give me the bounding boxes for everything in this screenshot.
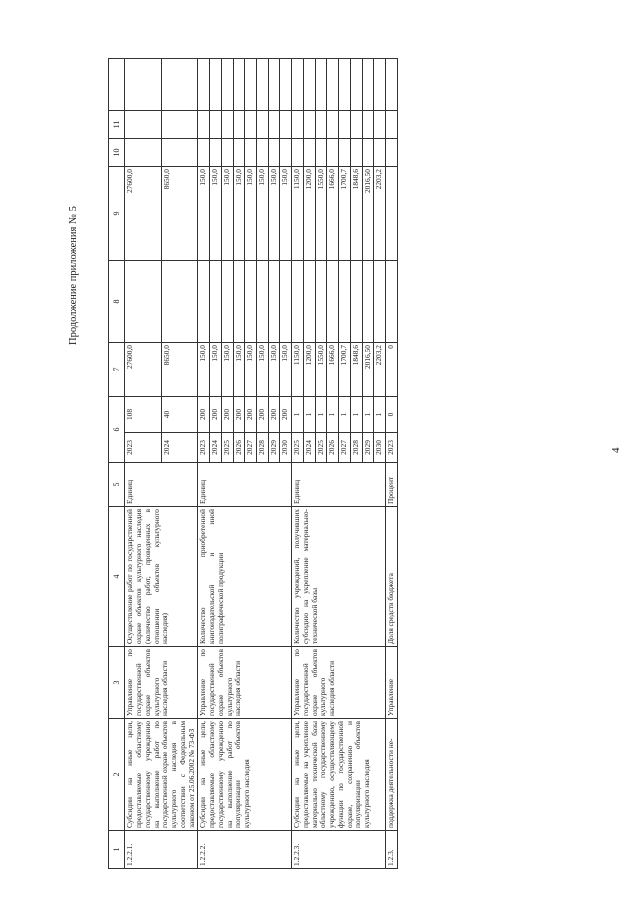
total-amount: 150,0	[256, 343, 268, 397]
col-10	[245, 139, 257, 167]
col-extra	[374, 59, 386, 111]
col-10	[221, 139, 233, 167]
unit: Процент	[386, 463, 398, 507]
year: 2026	[327, 433, 339, 463]
regional-amount: 150,0	[280, 167, 292, 261]
total-amount: 1700,7	[339, 343, 351, 397]
col-10	[327, 139, 339, 167]
col-extra	[256, 59, 268, 111]
measure-name: поддержка деятельности не-	[386, 719, 398, 831]
year: 2028	[256, 433, 268, 463]
unit: Единиц	[125, 463, 198, 507]
col-11	[268, 111, 280, 139]
total-amount: 8650,0	[161, 343, 197, 397]
col-8	[303, 261, 315, 343]
col-extra	[292, 59, 304, 111]
regional-amount: 150,0	[256, 167, 268, 261]
indicator-value: 200	[280, 397, 292, 433]
total-amount: 150,0	[280, 343, 292, 397]
col-10	[292, 139, 304, 167]
page-number: 4	[610, 447, 622, 453]
year: 2025	[221, 433, 233, 463]
col-extra	[350, 59, 362, 111]
col-extra	[233, 59, 245, 111]
year: 2030	[374, 433, 386, 463]
col-10	[233, 139, 245, 167]
col-extra	[315, 59, 327, 111]
program-table	[108, 58, 398, 869]
year: 2029	[268, 433, 280, 463]
col-extra	[303, 59, 315, 111]
indicator-value: 0	[386, 397, 398, 433]
col-8	[280, 261, 292, 343]
indicator: Осуществление работ по государственной охране объектов культурного наследия (количество работ, проведенных в отношении объектов культурного наследия)	[125, 507, 198, 647]
col-10	[362, 139, 374, 167]
year: 2024	[303, 433, 315, 463]
indicator-value: 200	[221, 397, 233, 433]
executor: Управление по государственной охране объектов культурного наследия области	[292, 647, 386, 719]
total-amount: 1150,0	[292, 343, 304, 397]
regional-amount: 150,0	[268, 167, 280, 261]
col-8	[268, 261, 280, 343]
column-number: 4	[109, 507, 125, 647]
column-number: 5	[109, 463, 125, 507]
indicator-value: 1	[374, 397, 386, 433]
indicator-value: 1	[303, 397, 315, 433]
total-amount: 1200,0	[303, 343, 315, 397]
indicator-value: 1	[292, 397, 304, 433]
indicator-value: 200	[268, 397, 280, 433]
regional-amount: 1150,0	[292, 167, 304, 261]
col-10	[161, 139, 197, 167]
measure-name: Субсидии на иные цели, предоставляемые областному государственному учреждению на выполнение работ по популяризации объектов культурного наследия	[198, 719, 292, 831]
executor: Управление	[386, 647, 398, 719]
col-extra	[327, 59, 339, 111]
indicator-value: 200	[256, 397, 268, 433]
indicator-value: 1	[327, 397, 339, 433]
col-extra	[268, 59, 280, 111]
regional-amount: 1848,6	[350, 167, 362, 261]
indicator: Доля средств бюджета	[386, 507, 398, 647]
regional-amount: 1200,0	[303, 167, 315, 261]
row-number: 1.2.2.3.	[292, 831, 386, 869]
col-8	[339, 261, 351, 343]
col-11	[233, 111, 245, 139]
col-8	[362, 261, 374, 343]
col-10	[350, 139, 362, 167]
total-amount: 150,0	[268, 343, 280, 397]
col-10	[210, 139, 222, 167]
year: 2023	[125, 433, 161, 463]
executor: Управление по государственной охране объектов культурного наследия области	[198, 647, 292, 719]
row-number: 1.2.2.1.	[125, 831, 198, 869]
regional-amount: 150,0	[221, 167, 233, 261]
col-extra	[161, 59, 197, 111]
total-amount: 1666,0	[327, 343, 339, 397]
year: 2029	[362, 433, 374, 463]
executor: Управление по государственной охране объектов культурного наследия области	[125, 647, 198, 719]
year: 2027	[245, 433, 257, 463]
column-number: 10	[109, 139, 125, 167]
col-extra	[210, 59, 222, 111]
col-8	[245, 261, 257, 343]
indicator-value: 40	[161, 397, 197, 433]
column-number: 7	[109, 343, 125, 397]
col-10	[268, 139, 280, 167]
indicator-value: 200	[210, 397, 222, 433]
indicator-value: 1	[350, 397, 362, 433]
regional-amount	[386, 167, 398, 261]
col-extra	[386, 59, 398, 111]
total-amount: 150,0	[210, 343, 222, 397]
year: 2025	[315, 433, 327, 463]
column-number: 6	[109, 397, 125, 463]
total-amount: 2203,2	[374, 343, 386, 397]
col-8	[386, 261, 398, 343]
year: 2025	[292, 433, 304, 463]
col-8	[221, 261, 233, 343]
col-8	[374, 261, 386, 343]
col-11	[221, 111, 233, 139]
col-11	[256, 111, 268, 139]
col-8	[350, 261, 362, 343]
regional-amount: 150,0	[198, 167, 210, 261]
year: 2024	[161, 433, 197, 463]
col-10	[256, 139, 268, 167]
year: 2030	[280, 433, 292, 463]
column-number: 8	[109, 261, 125, 343]
col-extra	[339, 59, 351, 111]
col-11	[339, 111, 351, 139]
column-number: 9	[109, 167, 125, 261]
col-11	[210, 111, 222, 139]
col-extra	[362, 59, 374, 111]
col-10	[386, 139, 398, 167]
year: 2024	[210, 433, 222, 463]
column-number-row	[109, 59, 125, 869]
unit: Единиц	[292, 463, 386, 507]
col-10	[339, 139, 351, 167]
col-11	[125, 111, 161, 139]
regional-amount: 1700,7	[339, 167, 351, 261]
page-header: Продолжение приложения № 5	[68, 206, 79, 345]
regional-amount: 2203,2	[374, 167, 386, 261]
column-number-extra	[109, 59, 125, 111]
table-body	[125, 59, 397, 869]
col-10	[374, 139, 386, 167]
col-11	[350, 111, 362, 139]
regional-amount: 150,0	[233, 167, 245, 261]
col-8	[125, 261, 161, 343]
year: 2027	[339, 433, 351, 463]
indicator: Количество приобретенной книгоиздательской и иной полиграфической продукции	[198, 507, 292, 647]
total-amount: 150,0	[198, 343, 210, 397]
measure-name: Субсидии на иные цели, предоставляемые на укрепление материально технической базы областному государственному учреждению, осуществляющему функции по государственной охране, сохранению и популяризации объектов культурного наследия	[292, 719, 386, 831]
total-amount: 150,0	[233, 343, 245, 397]
indicator-value: 1	[339, 397, 351, 433]
table-row	[386, 59, 398, 869]
row-number: 1.2.2.2.	[198, 831, 292, 869]
col-extra	[221, 59, 233, 111]
column-number: 11	[109, 111, 125, 139]
indicator-value: 200	[233, 397, 245, 433]
col-8	[292, 261, 304, 343]
col-11	[161, 111, 197, 139]
measure-name: Субсидии на иные цели, предоставляемые областному государственному учреждению на выполнение работ по государственной охране объектов культурного наследия в соответствии с Федеральным законом от 25.06.2002 № 73-ФЗ	[125, 719, 198, 831]
col-11	[245, 111, 257, 139]
col-10	[280, 139, 292, 167]
total-amount: 27600,0	[125, 343, 161, 397]
row-number: 1.2.3.	[386, 831, 398, 869]
col-8	[315, 261, 327, 343]
table-row	[198, 59, 210, 869]
col-10	[303, 139, 315, 167]
col-11	[386, 111, 398, 139]
table-row	[292, 59, 304, 869]
col-8	[233, 261, 245, 343]
indicator-value: 200	[198, 397, 210, 433]
regional-amount: 2016,50	[362, 167, 374, 261]
regional-amount: 150,0	[245, 167, 257, 261]
total-amount: 2016,50	[362, 343, 374, 397]
year: 2028	[350, 433, 362, 463]
regional-amount: 1666,0	[327, 167, 339, 261]
total-amount: 150,0	[245, 343, 257, 397]
year: 2023	[386, 433, 398, 463]
col-10	[125, 139, 161, 167]
col-10	[198, 139, 210, 167]
regional-amount: 27600,0	[125, 167, 161, 261]
col-extra	[125, 59, 161, 111]
col-extra	[198, 59, 210, 111]
col-8	[327, 261, 339, 343]
col-11	[327, 111, 339, 139]
indicator-value: 1	[362, 397, 374, 433]
year: 2023	[198, 433, 210, 463]
col-8	[161, 261, 197, 343]
year: 2026	[233, 433, 245, 463]
regional-amount: 1550,0	[315, 167, 327, 261]
column-number: 1	[109, 831, 125, 869]
indicator-value: 1	[315, 397, 327, 433]
col-11	[198, 111, 210, 139]
col-extra	[245, 59, 257, 111]
col-11	[374, 111, 386, 139]
total-amount: 150,0	[221, 343, 233, 397]
col-8	[210, 261, 222, 343]
total-amount: 0	[386, 343, 398, 397]
col-8	[198, 261, 210, 343]
unit: Единиц	[198, 463, 292, 507]
regional-amount: 8650,0	[161, 167, 197, 261]
col-11	[362, 111, 374, 139]
col-11	[315, 111, 327, 139]
table-row	[125, 59, 161, 869]
regional-amount: 150,0	[210, 167, 222, 261]
col-11	[292, 111, 304, 139]
column-number: 2	[109, 719, 125, 831]
total-amount: 1848,6	[350, 343, 362, 397]
col-8	[256, 261, 268, 343]
total-amount: 1550,0	[315, 343, 327, 397]
col-11	[303, 111, 315, 139]
indicator-value: 108	[125, 397, 161, 433]
column-number: 3	[109, 647, 125, 719]
indicator-value: 200	[245, 397, 257, 433]
indicator: Количество учреждений, получивших субсидию на укрепление материально-технической базы	[292, 507, 386, 647]
col-10	[315, 139, 327, 167]
col-11	[280, 111, 292, 139]
col-extra	[280, 59, 292, 111]
